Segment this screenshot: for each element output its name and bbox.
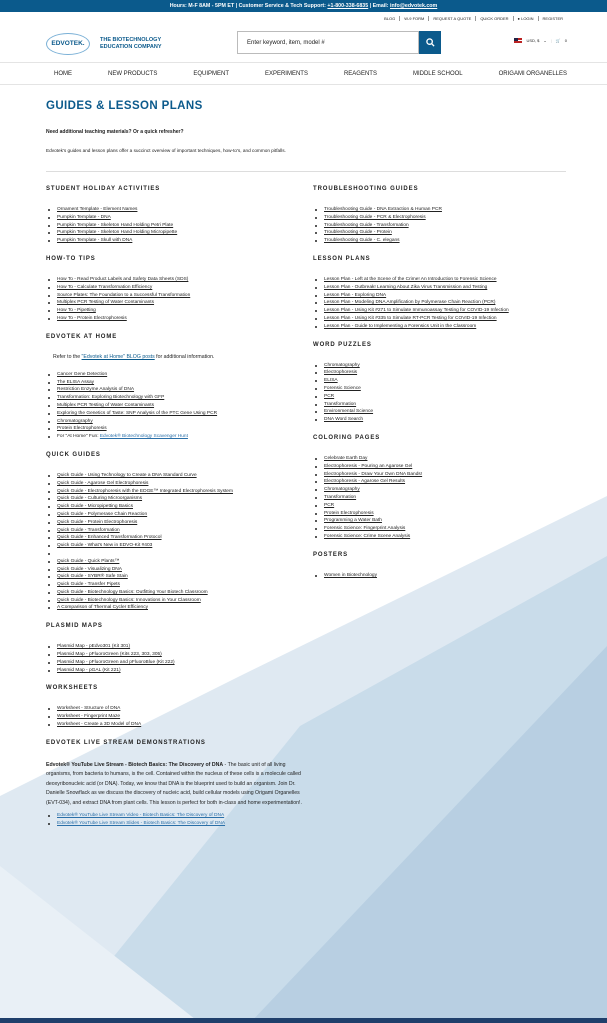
list-item xyxy=(46,643,308,651)
list-link[interactable]: A Comparison of Thermal Cycler Efficiency xyxy=(57,605,148,611)
nav-equipment[interactable]: EQUIPMENT xyxy=(193,70,229,77)
trouble-list xyxy=(313,206,567,245)
athome-list xyxy=(46,371,308,441)
list-link[interactable]: Forensic Science xyxy=(324,385,361,391)
list-item xyxy=(46,292,308,300)
list-item xyxy=(46,651,308,659)
hours-text: Hours: M-F 8AM - 5PM ET | Customer Service & Tech Support: xyxy=(169,3,328,9)
list-link[interactable]: Exploring the Genetics of Taste: SNP Analysis of the PTC Gene Using PCR xyxy=(57,410,218,416)
lesson-heading: LESSON PLANS xyxy=(313,255,371,262)
list-item xyxy=(46,566,308,574)
list-link[interactable]: ELISA xyxy=(324,378,338,384)
live-body: - The basic unit of all living organisms, from bacteria to humans, is the cell. Contained within the nucleus of these cells is a molecule called deoxyribonucleic acid (or DNA). Today, we know that DNA is the blueprint used to build an organism. Join Dr. Danielle Snowflack as we discuss the discovery of nucleic acid, build cellular models using Origami Organelles (EVT-034), and extract DNA from plant cells. This lesson is perfect for both in-class and home experimentation!. xyxy=(46,761,302,806)
quick-list xyxy=(46,472,308,612)
list-link[interactable]: Protein Electrophoresis xyxy=(324,510,374,516)
search-button[interactable] xyxy=(419,31,441,54)
live-title: Edvotek® YouTube Live Stream - Biotech Basics: The Discovery of DNA xyxy=(46,761,224,768)
list-link[interactable]: Lesson Plan - Left at the Scene of the Crime! An Introduction to Forensic Science xyxy=(324,276,497,282)
list-item xyxy=(46,597,308,605)
list-item xyxy=(313,517,567,525)
posters-heading: POSTERS xyxy=(313,551,348,558)
list-link[interactable]: Protein Electrophoresis xyxy=(57,426,107,432)
intro-question: Need additional teaching materials? Or a quick refresher? xyxy=(46,129,184,135)
list-link[interactable]: Pumpkin Template - Skeleton Hand Holding Micropipette xyxy=(57,230,178,236)
list-link[interactable]: Troubleshooting Guide - PCR & Electrophoresis xyxy=(324,214,426,220)
lesson-list xyxy=(313,276,567,331)
page-content xyxy=(0,86,607,1023)
email-separator: | Email: xyxy=(368,3,390,9)
user-icon: ● xyxy=(517,16,520,21)
list-link[interactable]: Lesson Plan - Using Kit #335 to Simulate RT-PCR Testing for COVID-19 Infection xyxy=(324,315,497,321)
tagline xyxy=(100,37,162,50)
request-quote-link[interactable]: REQUEST A QUOTE xyxy=(428,16,475,21)
currency-selector[interactable]: USD, $ xyxy=(526,38,540,43)
list-item xyxy=(313,214,567,222)
list-link[interactable]: Restriction Enzyme Analysis of DNA xyxy=(57,387,135,393)
top-info-bar xyxy=(0,0,607,12)
list-link[interactable]: Plasmid Map - pEdvo301 (Kit 301) xyxy=(57,644,131,650)
search-icon xyxy=(426,38,435,47)
list-item xyxy=(313,229,567,237)
list-link[interactable]: Source Plates: The Foundation to a Successful Transformation xyxy=(57,292,191,298)
list-link[interactable]: Celebrate Earth Day xyxy=(324,455,368,461)
list-item xyxy=(46,542,308,550)
holiday-list xyxy=(46,206,308,245)
list-item xyxy=(313,471,567,479)
list-item xyxy=(313,408,567,416)
list-item xyxy=(46,550,308,558)
nav-home[interactable]: HOME xyxy=(54,70,72,77)
list-item xyxy=(46,488,308,496)
list-link[interactable]: Troubleshooting Guide - Transformation xyxy=(324,222,409,228)
list-link[interactable]: Lesson Plan - Modeling DNA Amplification by Polymerase Chain Reaction (PCR) xyxy=(324,300,496,306)
list-link[interactable]: Quick Guide - Biotechnology Basics: Innovations in Your Classroom xyxy=(57,597,201,603)
list-link[interactable]: Programming a Water Bath xyxy=(324,518,382,524)
list-item xyxy=(313,510,567,518)
list-link[interactable]: Worksheet - Create a 3D Model of DNA xyxy=(57,722,142,728)
nav-reagents[interactable]: REAGENTS xyxy=(343,70,377,77)
list-item xyxy=(313,206,567,214)
scavenger-hunt-link[interactable]: Edvotek® Biotechnology Scavenger Hunt xyxy=(99,434,188,440)
list-item xyxy=(313,525,567,533)
list-item xyxy=(46,527,308,535)
list-item xyxy=(46,558,308,566)
worksheets-heading: WORKSHEETS xyxy=(46,685,99,692)
list-link[interactable]: How To - Pipetting xyxy=(57,308,96,314)
list-item xyxy=(46,433,308,441)
worksheets-list xyxy=(46,705,308,728)
athome-note xyxy=(46,353,308,361)
list-item xyxy=(46,418,308,426)
footer-strip xyxy=(0,1018,607,1023)
list-link[interactable]: Women in Biotechnology xyxy=(324,572,377,578)
list-link[interactable]: Lesson Plan - Using Kit #271 to Simulate Immunoassay Testing for COVID-19 Infection xyxy=(324,308,509,314)
list-link[interactable]: Lesson Plan - Outbreak! Learning About Zika Virus Transmission and Testing xyxy=(324,284,488,290)
trouble-heading: TROUBLESHOOTING GUIDES xyxy=(313,186,419,192)
list-link[interactable]: Troubleshooting Guide - DNA Extraction & Human PCR xyxy=(324,207,442,212)
cart-count: 0 xyxy=(564,38,567,43)
list-link[interactable]: Electrophoresis xyxy=(324,370,358,376)
list-link[interactable]: Quick Guide - Agarose Gel Electrophoresis xyxy=(57,480,149,486)
main-nav xyxy=(0,62,607,85)
list-item xyxy=(313,572,567,580)
blog-link[interactable]: BLOG xyxy=(384,16,396,21)
intro-paragraph: Edvotek's guides and lesson plans offer a succinct overview of important techniques, how-to's, and common pitfalls. xyxy=(46,148,286,153)
list-item xyxy=(313,502,567,510)
list-item xyxy=(46,307,308,315)
list-item xyxy=(313,494,567,502)
list-link[interactable]: Quick Guide - Quick Plants™ xyxy=(57,558,120,564)
w9-form-link[interactable]: W-9 FORM xyxy=(399,16,428,21)
edvotek-logo: EDVOTEK. xyxy=(46,33,90,55)
coloring-list xyxy=(313,455,567,541)
list-item xyxy=(46,410,308,418)
list-item xyxy=(46,402,308,410)
list-link[interactable]: Quick Guide - Transformation xyxy=(57,527,120,533)
list-item xyxy=(313,315,567,323)
list-link[interactable]: Quick Guide - Polymerase Chain Reaction xyxy=(57,511,148,517)
howto-list xyxy=(46,276,308,323)
list-item xyxy=(46,237,308,245)
list-item xyxy=(46,371,308,379)
list-link[interactable]: Worksheet - Fingerprint Maze xyxy=(57,714,121,720)
list-item xyxy=(46,222,308,230)
list-link[interactable]: Edvotek® YouTube Live Stream Video - Biotech Basics: The Discovery of DNA xyxy=(57,813,225,819)
phone-link[interactable]: +1-800-338-6835 xyxy=(327,3,369,9)
list-item xyxy=(313,478,567,486)
left-column xyxy=(46,185,308,828)
list-item xyxy=(313,299,567,307)
blog-posts-link[interactable]: "Edvotek at Home" BLOG posts xyxy=(81,353,155,360)
list-item xyxy=(46,394,308,402)
list-item xyxy=(46,206,308,214)
login-link[interactable] xyxy=(513,16,538,21)
list-link[interactable]: Transformation xyxy=(324,494,357,500)
cart-icon[interactable]: 🛒 xyxy=(555,38,561,43)
list-item xyxy=(46,812,308,820)
divider xyxy=(46,171,566,172)
list-item xyxy=(46,495,308,503)
list-item xyxy=(46,519,308,527)
list-item xyxy=(46,480,308,488)
list-item xyxy=(46,667,308,675)
list-item xyxy=(313,393,567,401)
list-link[interactable]: Forensic Science: Crime Scene Analysis xyxy=(324,533,411,539)
list-link[interactable]: Multiplex PCR Testing of Water Contaminants xyxy=(57,300,155,306)
puzzles-list xyxy=(313,362,567,424)
plasmid-heading: PLASMID MAPS xyxy=(46,623,103,630)
nav-origami-organelles[interactable]: ORIGAMI ORGANELLES xyxy=(498,70,567,77)
register-link[interactable]: REGISTER xyxy=(538,16,567,21)
list-item xyxy=(46,276,308,284)
list-link[interactable]: Chromatography xyxy=(324,487,360,493)
list-link[interactable]: How To - Protein Electrophoresis xyxy=(57,315,127,321)
list-link[interactable]: Plasmid Map - pGAL (Kit 221) xyxy=(57,667,121,673)
list-item xyxy=(46,503,308,511)
list-link[interactable]: Quick Guide - Visualizing DNA xyxy=(57,566,122,572)
list-link[interactable]: Quick Guide - Transfer Pipets xyxy=(57,582,120,588)
list-link[interactable]: Environmental Science xyxy=(324,409,374,415)
list-link[interactable]: Quick Guide - Biotechnology Basics: Outfitting Your Biotech Classroom xyxy=(57,589,208,595)
howto-heading: HOW-TO TIPS xyxy=(46,255,96,262)
list-item xyxy=(313,307,567,315)
list-link[interactable]: Troubleshooting Guide - Protein xyxy=(324,230,392,236)
list-item xyxy=(313,292,567,300)
list-item xyxy=(46,604,308,612)
coloring-heading: COLORING PAGES xyxy=(313,434,381,441)
list-link[interactable]: Quick Guide - Electrophoresis with the EDGE™ Integrated Electrophoresis System xyxy=(57,488,233,494)
page-title: GUIDES & LESSON PLANS xyxy=(46,100,203,112)
list-link[interactable]: DNA Word Search xyxy=(324,417,364,423)
chevron-down-icon: ⌄ xyxy=(543,38,547,43)
list-link[interactable]: Quick Guide - Using Technology to Create a DNA Standard Curve xyxy=(57,472,197,478)
list-link[interactable]: Quick Guide - Culturing Microorganisms xyxy=(57,496,143,502)
list-link[interactable]: Quick Guide - SYBR® Safe Stain xyxy=(57,574,128,580)
list-item xyxy=(46,425,308,433)
list-link[interactable]: Electrophoresis - Agarose Gel Results xyxy=(324,479,406,485)
list-link[interactable]: Pumpkin Template - Skeleton Hand Holding Petri Plate xyxy=(57,222,174,228)
logo[interactable] xyxy=(46,33,162,55)
nav-experiments[interactable]: EXPERIMENTS xyxy=(264,70,308,77)
list-item xyxy=(313,416,567,424)
login-label: LOGIN xyxy=(521,16,534,21)
email-link[interactable]: info@edvotek.com xyxy=(390,3,438,9)
list-item xyxy=(46,659,308,667)
list-item xyxy=(313,237,567,245)
us-flag-icon xyxy=(514,38,522,43)
nav-new-products[interactable]: NEW PRODUCTS xyxy=(107,70,158,77)
list-link[interactable]: PCR xyxy=(324,502,335,508)
list-item xyxy=(313,486,567,494)
list-link[interactable]: How To - Read Product Labels and Safety Data Sheets (SDS) xyxy=(57,276,189,282)
list-link[interactable]: Forensic Science: Fingerprint Analysis xyxy=(324,526,406,532)
list-link[interactable]: Lesson Plan - Guide to Implementing a Forensics Unit in the Classroom xyxy=(324,323,477,329)
list-link[interactable]: Quick Guide - Enhanced Transformation Protocol xyxy=(57,535,162,541)
list-link[interactable]: Cancer Gene Detection xyxy=(57,371,108,377)
list-link[interactable]: Electrophoresis - Draw Your Own DNA Bands! xyxy=(324,471,423,477)
live-description xyxy=(46,761,304,809)
list-item xyxy=(46,721,308,729)
list-item xyxy=(46,573,308,581)
list-link[interactable]: Troubleshooting Guide - C. elegans xyxy=(324,238,400,244)
list-item xyxy=(313,455,567,463)
list-item xyxy=(46,229,308,237)
list-item xyxy=(313,463,567,471)
list-item xyxy=(313,533,567,541)
nav-middle-school[interactable]: MIDDLE SCHOOL xyxy=(412,70,463,77)
fun-pre: For "At Home" Fun: xyxy=(57,434,100,440)
note-post: for additional information. xyxy=(154,353,215,360)
list-item xyxy=(313,323,567,331)
list-item xyxy=(46,472,308,480)
list-link[interactable]: Chromatography xyxy=(324,362,360,368)
list-item xyxy=(46,511,308,519)
list-link[interactable]: How To - Calculate Transformation Efficiency xyxy=(57,284,153,290)
list-link[interactable]: Plasmid Map - pFluoroGreen and pFluoroBlue (Kit 222) xyxy=(57,659,175,665)
note-pre: Refer to the xyxy=(53,353,82,360)
list-link[interactable]: Plasmid Map - pFluoroGreen (Kits 223, 303, 305) xyxy=(57,652,162,658)
right-column xyxy=(313,185,567,580)
list-item xyxy=(46,713,308,721)
list-item xyxy=(46,379,308,387)
list-link[interactable]: Worksheet - Structure of DNA xyxy=(57,706,121,712)
plasmid-list xyxy=(46,643,308,674)
list-link[interactable]: Lesson Plan - Exploring DNA xyxy=(324,292,387,298)
list-link[interactable]: Quick Guide - Protein Electrophoresis xyxy=(57,519,138,525)
list-item xyxy=(313,222,567,230)
list-item xyxy=(46,315,308,323)
quick-order-link[interactable]: QUICK ORDER xyxy=(475,16,512,21)
list-item xyxy=(46,386,308,394)
posters-list xyxy=(313,572,567,580)
list-item xyxy=(313,385,567,393)
quick-heading: QUICK GUIDES xyxy=(46,451,101,458)
list-item xyxy=(46,705,308,713)
list-item xyxy=(46,284,308,292)
live-list xyxy=(46,812,308,828)
athome-heading: EDVOTEK AT HOME xyxy=(46,333,118,340)
holiday-heading: STUDENT HOLIDAY ACTIVITIES xyxy=(46,186,161,192)
puzzles-heading: WORD PUZZLES xyxy=(313,341,372,348)
list-item xyxy=(46,820,308,828)
list-link[interactable]: Chromatography xyxy=(57,418,93,424)
list-link[interactable]: Quick Guide - What's New in EDVO-Kit #403 xyxy=(57,543,153,549)
list-item xyxy=(313,401,567,409)
list-item xyxy=(313,377,567,385)
list-link[interactable]: Pumpkin Template - DNA xyxy=(57,214,111,220)
list-item xyxy=(313,369,567,377)
list-link[interactable]: Quick Guide - Micropipetting Basics xyxy=(57,504,133,510)
live-heading: EDVOTEK LIVE STREAM DEMONSTRATIONS xyxy=(46,739,206,746)
tagline-line2: EDUCATION COMPANY xyxy=(100,43,162,50)
search-input[interactable]: Enter keyword, item, model # xyxy=(237,31,419,54)
list-link[interactable]: Multiplex PCR Testing of Water Contaminants xyxy=(57,402,155,408)
list-link[interactable]: Edvotek® YouTube Live Stream Slides - Biotech Basics: The Discovery of DNA xyxy=(57,821,226,827)
list-item xyxy=(46,299,308,307)
list-item xyxy=(46,581,308,589)
list-link[interactable]: Electrophoresis - Pouring an Agarose Gel xyxy=(324,463,413,469)
site-header xyxy=(0,25,607,62)
list-item xyxy=(46,589,308,597)
list-link[interactable]: Transformation xyxy=(324,401,357,407)
list-item xyxy=(313,284,567,292)
utility-links xyxy=(0,12,607,25)
cart-bar: USD, $ ⌄ | 🛒 0 xyxy=(514,38,567,43)
tagline-line1: THE BIOTECHNOLOGY xyxy=(100,37,162,43)
list-item xyxy=(46,214,308,222)
list-link[interactable]: Pumpkin Template - Skull with DNA xyxy=(57,238,133,244)
list-item xyxy=(313,276,567,284)
list-link[interactable]: PCR xyxy=(324,393,335,399)
list-link[interactable]: Transformation: Exploring Biotechnology with GFP xyxy=(57,395,165,401)
list-item xyxy=(46,534,308,542)
list-item xyxy=(313,362,567,370)
list-link[interactable]: The ELISA Assay xyxy=(57,379,95,385)
list-link[interactable]: Ornament Template - Element Names xyxy=(57,207,138,212)
